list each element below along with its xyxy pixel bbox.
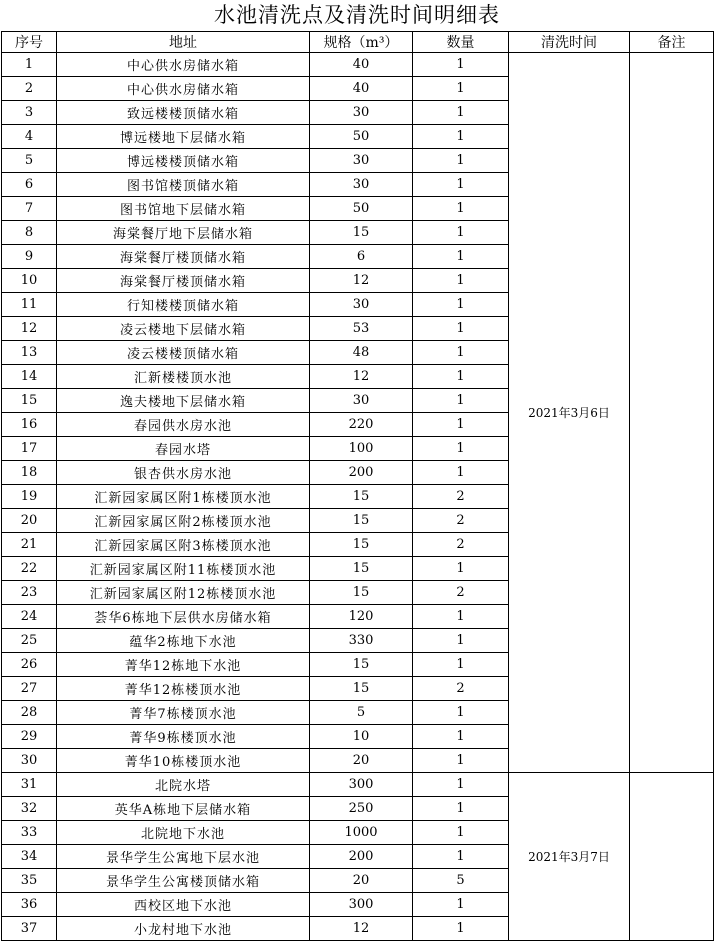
cell-quantity[interactable]: 5 xyxy=(413,869,509,893)
cell-spec[interactable]: 15 xyxy=(310,677,413,701)
cell-address[interactable]: 菁华10栋楼顶水池 xyxy=(57,749,310,773)
cell-spec[interactable]: 20 xyxy=(310,869,413,893)
cell-address[interactable]: 逸夫楼地下层储水箱 xyxy=(57,389,310,413)
cell-index[interactable]: 9 xyxy=(2,245,57,269)
cell-index[interactable]: 3 xyxy=(2,101,57,125)
cell-quantity[interactable]: 1 xyxy=(413,341,509,365)
cell-spec[interactable]: 330 xyxy=(310,629,413,653)
cell-spec[interactable]: 15 xyxy=(310,221,413,245)
cell-spec[interactable]: 300 xyxy=(310,893,413,917)
cell-spec[interactable]: 100 xyxy=(310,437,413,461)
cell-address[interactable]: 小龙村地下水池 xyxy=(57,917,310,941)
cell-address[interactable]: 北院水塔 xyxy=(57,773,310,797)
cell-quantity[interactable]: 1 xyxy=(413,317,509,341)
cell-index[interactable]: 11 xyxy=(2,293,57,317)
cell-quantity[interactable]: 2 xyxy=(413,677,509,701)
cell-index[interactable]: 15 xyxy=(2,389,57,413)
cell-index[interactable]: 14 xyxy=(2,365,57,389)
header-row xyxy=(2,32,714,53)
cell-quantity[interactable]: 1 xyxy=(413,389,509,413)
cell-quantity[interactable]: 1 xyxy=(413,77,509,101)
cell-quantity[interactable]: 1 xyxy=(413,821,509,845)
cell-spec[interactable]: 15 xyxy=(310,509,413,533)
cell-quantity[interactable]: 1 xyxy=(413,653,509,677)
cell-address[interactable]: 凌云楼地下层储水箱 xyxy=(57,317,310,341)
cell-spec[interactable]: 200 xyxy=(310,845,413,869)
cell-quantity[interactable]: 1 xyxy=(413,629,509,653)
cell-index[interactable]: 20 xyxy=(2,509,57,533)
cell-index[interactable]: 22 xyxy=(2,557,57,581)
cell-spec[interactable]: 50 xyxy=(310,197,413,221)
cell-index[interactable]: 32 xyxy=(2,797,57,821)
cell-quantity[interactable]: 1 xyxy=(413,893,509,917)
cell-index[interactable]: 34 xyxy=(2,845,57,869)
cell-address[interactable]: 菁华12栋地下水池 xyxy=(57,653,310,677)
cell-index[interactable]: 37 xyxy=(2,917,57,941)
cell-address[interactable]: 蕴华2栋地下水池 xyxy=(57,629,310,653)
cell-address[interactable]: 汇新园家属区附3栋楼顶水池 xyxy=(57,533,310,557)
cell-index[interactable]: 5 xyxy=(2,149,57,173)
cell-quantity[interactable]: 1 xyxy=(413,701,509,725)
cell-quantity[interactable]: 2 xyxy=(413,509,509,533)
cell-spec[interactable]: 30 xyxy=(310,293,413,317)
cell-quantity[interactable]: 1 xyxy=(413,749,509,773)
header-address[interactable]: 地址 xyxy=(57,32,310,53)
cell-index[interactable]: 27 xyxy=(2,677,57,701)
cell-address[interactable]: 景华学生公寓楼顶储水箱 xyxy=(57,869,310,893)
cell-address[interactable]: 海棠餐厅楼顶储水箱 xyxy=(57,269,310,293)
cell-index[interactable]: 16 xyxy=(2,413,57,437)
cell-quantity[interactable]: 1 xyxy=(413,725,509,749)
cell-spec[interactable]: 1000 xyxy=(310,821,413,845)
cell-index[interactable]: 6 xyxy=(2,173,57,197)
cell-quantity[interactable]: 1 xyxy=(413,245,509,269)
cell-spec[interactable]: 5 xyxy=(310,701,413,725)
cell-spec[interactable]: 40 xyxy=(310,53,413,77)
cell-index[interactable]: 17 xyxy=(2,437,57,461)
cell-quantity[interactable]: 1 xyxy=(413,773,509,797)
cell-address[interactable]: 致远楼楼顶储水箱 xyxy=(57,101,310,125)
cell-spec[interactable]: 40 xyxy=(310,77,413,101)
cell-quantity[interactable]: 1 xyxy=(413,53,509,77)
cell-spec[interactable]: 30 xyxy=(310,101,413,125)
cell-spec[interactable]: 200 xyxy=(310,461,413,485)
cell-address[interactable]: 博远楼楼顶储水箱 xyxy=(57,149,310,173)
cell-index[interactable]: 26 xyxy=(2,653,57,677)
cell-spec[interactable]: 220 xyxy=(310,413,413,437)
table-row xyxy=(2,773,714,797)
header-spec[interactable]: 规格（m³） xyxy=(310,32,413,53)
cell-address[interactable]: 春园供水房水池 xyxy=(57,413,310,437)
cell-spec[interactable]: 30 xyxy=(310,389,413,413)
cell-quantity[interactable]: 1 xyxy=(413,365,509,389)
cell-quantity[interactable]: 1 xyxy=(413,845,509,869)
cell-spec[interactable]: 300 xyxy=(310,773,413,797)
cell-quantity[interactable]: 2 xyxy=(413,533,509,557)
cell-address[interactable]: 西校区地下水池 xyxy=(57,893,310,917)
cell-quantity[interactable]: 1 xyxy=(413,149,509,173)
cell-clean-time[interactable]: 2021年3月6日 xyxy=(509,53,630,773)
cell-quantity[interactable]: 1 xyxy=(413,797,509,821)
cell-quantity[interactable]: 2 xyxy=(413,485,509,509)
cell-quantity[interactable]: 1 xyxy=(413,173,509,197)
cell-spec[interactable]: 15 xyxy=(310,581,413,605)
cell-remark[interactable] xyxy=(630,53,714,773)
cell-spec[interactable]: 50 xyxy=(310,125,413,149)
cell-spec[interactable]: 120 xyxy=(310,605,413,629)
cell-address[interactable]: 中心供水房储水箱 xyxy=(57,53,310,77)
header-clean-time[interactable]: 清洗时间 xyxy=(509,32,630,53)
cell-index[interactable]: 2 xyxy=(2,77,57,101)
cell-address[interactable]: 菁华7栋楼顶水池 xyxy=(57,701,310,725)
cell-address[interactable]: 景华学生公寓地下层水池 xyxy=(57,845,310,869)
cell-quantity[interactable]: 1 xyxy=(413,917,509,941)
cell-index[interactable]: 35 xyxy=(2,869,57,893)
cell-quantity[interactable]: 1 xyxy=(413,197,509,221)
water-tank-table xyxy=(1,31,714,941)
cell-index[interactable]: 18 xyxy=(2,461,57,485)
cell-quantity[interactable]: 1 xyxy=(413,269,509,293)
table-row xyxy=(2,53,714,77)
cell-index[interactable]: 28 xyxy=(2,701,57,725)
cell-spec[interactable]: 20 xyxy=(310,749,413,773)
cell-index[interactable]: 25 xyxy=(2,629,57,653)
cell-spec[interactable]: 53 xyxy=(310,317,413,341)
cell-remark[interactable] xyxy=(630,773,714,941)
cell-address[interactable]: 海棠餐厅地下层储水箱 xyxy=(57,221,310,245)
cell-address[interactable]: 英华A栋地下层储水箱 xyxy=(57,797,310,821)
cell-quantity[interactable]: 1 xyxy=(413,293,509,317)
cell-address[interactable]: 春园水塔 xyxy=(57,437,310,461)
cell-address[interactable]: 汇新园家属区附2栋楼顶水池 xyxy=(57,509,310,533)
cell-spec[interactable]: 250 xyxy=(310,797,413,821)
cell-address[interactable]: 行知楼楼顶储水箱 xyxy=(57,293,310,317)
cell-index[interactable]: 7 xyxy=(2,197,57,221)
cell-index[interactable]: 29 xyxy=(2,725,57,749)
cell-index[interactable]: 1 xyxy=(2,53,57,77)
cell-spec[interactable]: 10 xyxy=(310,725,413,749)
cell-spec[interactable]: 15 xyxy=(310,557,413,581)
cell-address[interactable]: 汇新园家属区附1栋楼顶水池 xyxy=(57,485,310,509)
cell-quantity[interactable]: 2 xyxy=(413,581,509,605)
sheet-title: 水池清洗点及清洗时间明细表 xyxy=(214,3,500,27)
cell-quantity[interactable]: 1 xyxy=(413,125,509,149)
cell-quantity[interactable]: 1 xyxy=(413,461,509,485)
cell-quantity[interactable]: 1 xyxy=(413,605,509,629)
cell-spec[interactable]: 30 xyxy=(310,173,413,197)
cell-index[interactable]: 10 xyxy=(2,269,57,293)
cell-quantity[interactable]: 1 xyxy=(413,437,509,461)
cell-address[interactable]: 中心供水房储水箱 xyxy=(57,77,310,101)
cell-spec[interactable]: 12 xyxy=(310,365,413,389)
cell-spec[interactable]: 12 xyxy=(310,917,413,941)
cell-index[interactable]: 13 xyxy=(2,341,57,365)
cell-address[interactable]: 海棠餐厅楼顶储水箱 xyxy=(57,245,310,269)
cell-spec[interactable]: 6 xyxy=(310,245,413,269)
cell-address[interactable]: 菁华12栋楼顶水池 xyxy=(57,677,310,701)
cell-address[interactable]: 菁华9栋楼顶水池 xyxy=(57,725,310,749)
cell-clean-time[interactable]: 2021年3月7日 xyxy=(509,773,630,941)
cell-quantity[interactable]: 1 xyxy=(413,221,509,245)
cell-address[interactable]: 图书馆地下层储水箱 xyxy=(57,197,310,221)
cell-address[interactable]: 博远楼地下层储水箱 xyxy=(57,125,310,149)
cell-address[interactable]: 汇新楼楼顶水池 xyxy=(57,365,310,389)
cell-index[interactable]: 19 xyxy=(2,485,57,509)
header-remark[interactable]: 备注 xyxy=(630,32,714,53)
cell-spec[interactable]: 48 xyxy=(310,341,413,365)
cell-index[interactable]: 4 xyxy=(2,125,57,149)
cell-spec[interactable]: 15 xyxy=(310,653,413,677)
cell-spec[interactable]: 30 xyxy=(310,149,413,173)
cell-index[interactable]: 23 xyxy=(2,581,57,605)
cell-address[interactable]: 北院地下水池 xyxy=(57,821,310,845)
cell-spec[interactable]: 15 xyxy=(310,533,413,557)
cell-address[interactable]: 汇新园家属区附11栋楼顶水池 xyxy=(57,557,310,581)
cell-address[interactable]: 凌云楼楼顶储水箱 xyxy=(57,341,310,365)
cell-index[interactable]: 33 xyxy=(2,821,57,845)
cell-quantity[interactable]: 1 xyxy=(413,557,509,581)
cell-index[interactable]: 21 xyxy=(2,533,57,557)
table-body xyxy=(2,53,714,941)
header-index[interactable]: 序号 xyxy=(2,32,57,53)
cell-index[interactable]: 8 xyxy=(2,221,57,245)
cell-spec[interactable]: 12 xyxy=(310,269,413,293)
cell-address[interactable]: 银杏供水房水池 xyxy=(57,461,310,485)
header-quantity[interactable]: 数量 xyxy=(413,32,509,53)
cell-quantity[interactable]: 1 xyxy=(413,101,509,125)
cell-index[interactable]: 12 xyxy=(2,317,57,341)
cell-index[interactable]: 30 xyxy=(2,749,57,773)
cell-quantity[interactable]: 1 xyxy=(413,413,509,437)
cell-address[interactable]: 汇新园家属区附12栋楼顶水池 xyxy=(57,581,310,605)
cell-index[interactable]: 24 xyxy=(2,605,57,629)
cell-index[interactable]: 36 xyxy=(2,893,57,917)
cell-address[interactable]: 图书馆楼顶储水箱 xyxy=(57,173,310,197)
cell-index[interactable]: 31 xyxy=(2,773,57,797)
cell-address[interactable]: 荟华6栋地下层供水房储水箱 xyxy=(57,605,310,629)
cell-spec[interactable]: 15 xyxy=(310,485,413,509)
